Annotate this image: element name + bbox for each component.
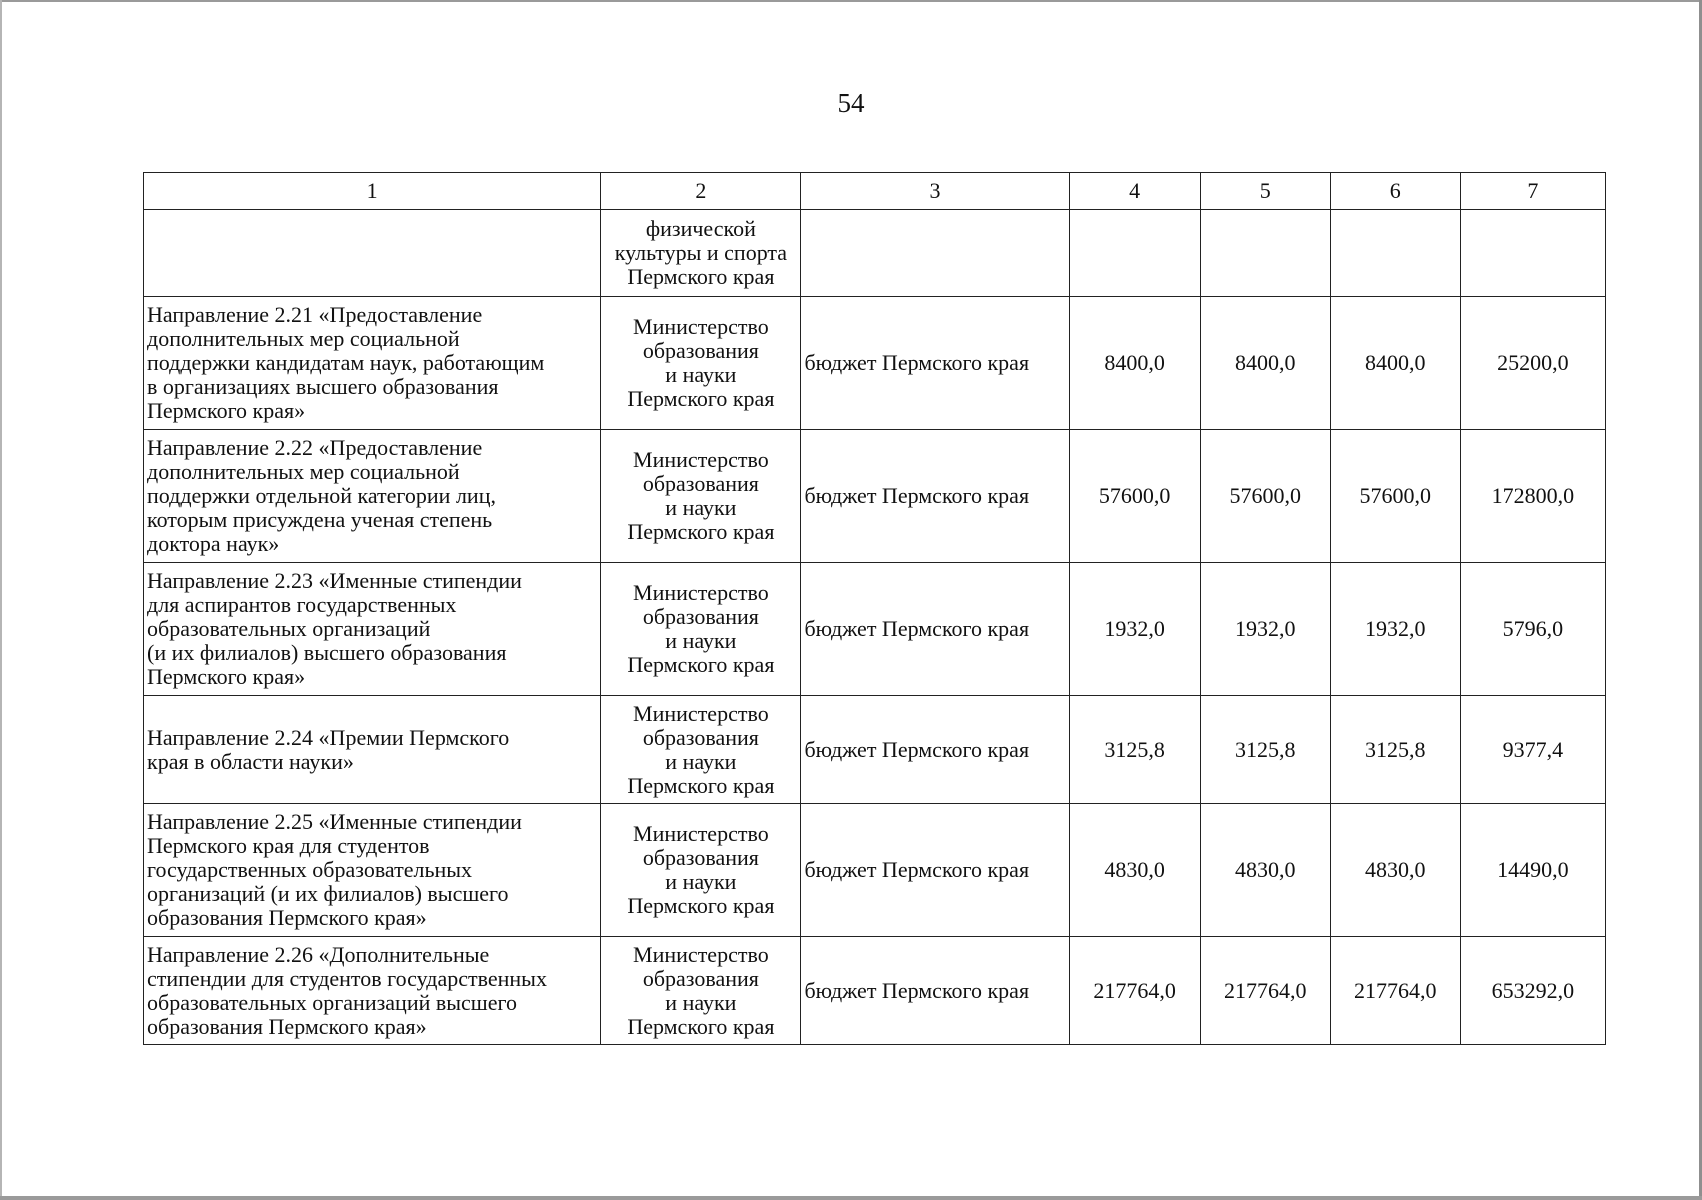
name-line: Направление 2.25 «Именные стипендии <box>147 809 522 834</box>
name-line: дополнительных мер социальной <box>147 326 460 351</box>
responsible-line: образования <box>642 845 759 870</box>
empty-cell <box>1069 210 1200 297</box>
value-cell: 4830,0 <box>1200 804 1330 937</box>
table-row <box>144 696 1606 804</box>
responsible-line: образования <box>642 965 759 991</box>
direction-name-cell <box>144 297 601 430</box>
program-table <box>143 172 1606 1045</box>
responsible-line: образования <box>642 604 759 629</box>
name-line: Направление 2.23 «Именные стипендии <box>147 568 522 593</box>
responsible-line: Пермского края <box>627 652 775 677</box>
responsible-cell <box>601 210 801 297</box>
direction-name-cell <box>144 430 601 563</box>
name-line: Направление 2.26 «Дополнительные <box>147 941 490 967</box>
value-cell: 57600,0 <box>1069 430 1200 563</box>
name-line: доктора наук» <box>147 531 280 556</box>
name-line: организаций (и их филиалов) высшего <box>147 881 509 906</box>
total-cell: 653292,0 <box>1460 937 1605 1045</box>
responsible-line: Министерство <box>633 447 769 472</box>
empty-cell <box>1330 210 1460 297</box>
continuation-row <box>144 210 1606 297</box>
total-cell: 14490,0 <box>1460 804 1605 937</box>
value-cell: 1932,0 <box>1069 563 1200 696</box>
name-line: стипендии для студентов государственных <box>147 965 547 991</box>
header-cell: 6 <box>1330 173 1460 210</box>
responsible-cell <box>601 696 801 804</box>
responsible-line: и науки <box>665 495 737 520</box>
name-line: для аспирантов государственных <box>147 592 457 617</box>
table-row <box>144 563 1606 696</box>
table-row <box>144 297 1606 430</box>
name-line: Направление 2.22 «Предоставление <box>147 435 483 460</box>
table-row <box>144 430 1606 563</box>
responsible-line: и науки <box>665 869 737 894</box>
responsible-line: и науки <box>665 748 737 774</box>
funding-source-cell: бюджет Пермского края <box>801 563 1069 696</box>
responsible-line: Пермского края <box>627 519 775 544</box>
responsible-line: образования <box>642 338 759 363</box>
total-cell: 9377,4 <box>1460 696 1605 804</box>
responsible-line: Пермского края <box>627 386 775 411</box>
responsible-cell <box>601 430 801 563</box>
responsible-cell <box>601 804 801 937</box>
direction-name-cell <box>144 696 601 804</box>
value-cell: 8400,0 <box>1330 297 1460 430</box>
name-line: образования Пермского края» <box>147 905 427 930</box>
name-line: образовательных организаций <box>147 616 431 641</box>
direction-name-cell <box>144 210 601 297</box>
funding-source-cell: бюджет Пермского края <box>801 297 1069 430</box>
funding-source-cell: бюджет Пермского края <box>801 804 1069 937</box>
header-cell: 1 <box>144 173 601 210</box>
responsible-line: Министерство <box>633 580 769 605</box>
header-cell: 7 <box>1460 173 1605 210</box>
responsible-line: Пермского края <box>627 1013 775 1039</box>
responsible-line: и науки <box>665 989 737 1015</box>
responsible-line: Министерство <box>633 314 769 339</box>
responsible-line: Министерство <box>633 941 769 967</box>
header-cell: 5 <box>1200 173 1330 210</box>
total-cell: 25200,0 <box>1460 297 1605 430</box>
value-cell: 57600,0 <box>1200 430 1330 563</box>
name-line: которым присуждена ученая степень <box>147 507 493 532</box>
total-cell: 5796,0 <box>1460 563 1605 696</box>
responsible-line: Министерство <box>633 700 769 726</box>
table-row <box>144 804 1606 937</box>
responsible-line: образования <box>642 471 759 496</box>
responsible-line: Пермского края <box>627 772 775 798</box>
responsible-line: и науки <box>665 362 737 387</box>
name-line: поддержки отдельной категории лиц, <box>147 483 496 508</box>
funding-source-cell: бюджет Пермского края <box>801 430 1069 563</box>
name-line: Направление 2.21 «Предоставление <box>147 302 483 327</box>
column-number-header <box>144 173 1606 210</box>
value-cell: 217764,0 <box>1069 937 1200 1045</box>
responsible-cell <box>601 937 801 1045</box>
value-cell: 3125,8 <box>1200 696 1330 804</box>
header-cell: 2 <box>601 173 801 210</box>
name-line: государственных образовательных <box>147 857 473 882</box>
scan-edge-top <box>0 0 1702 2</box>
name-line: Пермского края для студентов <box>147 833 430 858</box>
name-line: Пермского края» <box>147 398 306 423</box>
empty-cell <box>1200 210 1330 297</box>
name-line: дополнительных мер социальной <box>147 459 460 484</box>
value-cell: 4830,0 <box>1330 804 1460 937</box>
name-line: поддержки кандидатам наук, работающим <box>147 350 545 375</box>
direction-name-cell <box>144 804 601 937</box>
name-line: края в области науки» <box>147 748 354 774</box>
value-cell: 217764,0 <box>1200 937 1330 1045</box>
responsible-line: культуры и спорта <box>614 240 788 265</box>
table-row <box>144 937 1606 1045</box>
responsible-cell <box>601 563 801 696</box>
scan-edge-left <box>0 0 2 1200</box>
total-cell: 172800,0 <box>1460 430 1605 563</box>
value-cell: 4830,0 <box>1069 804 1200 937</box>
page-number: 54 <box>837 88 865 118</box>
responsible-line: Пермского края <box>627 893 775 918</box>
value-cell: 1932,0 <box>1200 563 1330 696</box>
funding-source-cell: бюджет Пермского края <box>801 696 1069 804</box>
value-cell: 8400,0 <box>1069 297 1200 430</box>
name-line: (и их филиалов) высшего образования <box>147 640 507 665</box>
responsible-line: физической <box>645 216 756 241</box>
responsible-cell <box>601 297 801 430</box>
empty-cell <box>1460 210 1605 297</box>
value-cell: 1932,0 <box>1330 563 1460 696</box>
scan-edge-bottom <box>0 1196 1702 1200</box>
funding-source-cell: бюджет Пермского края <box>801 937 1069 1045</box>
responsible-line: Пермского края <box>627 264 775 289</box>
direction-name-cell <box>144 937 601 1045</box>
value-cell: 217764,0 <box>1330 937 1460 1045</box>
value-cell: 3125,8 <box>1330 696 1460 804</box>
name-line: Пермского края» <box>147 664 306 689</box>
responsible-line: Министерство <box>633 821 769 846</box>
responsible-line: образования <box>642 724 759 750</box>
header-cell: 4 <box>1069 173 1200 210</box>
name-line: Направление 2.24 «Премии Пермского <box>147 724 510 750</box>
empty-cell <box>801 210 1069 297</box>
name-line: образовательных организаций высшего <box>147 989 517 1015</box>
name-line: в организациях высшего образования <box>147 374 499 399</box>
value-cell: 8400,0 <box>1200 297 1330 430</box>
header-cell: 3 <box>801 173 1069 210</box>
name-line: образования Пермского края» <box>147 1013 427 1039</box>
value-cell: 3125,8 <box>1069 696 1200 804</box>
responsible-line: и науки <box>665 628 737 653</box>
direction-name-cell <box>144 563 601 696</box>
value-cell: 57600,0 <box>1330 430 1460 563</box>
